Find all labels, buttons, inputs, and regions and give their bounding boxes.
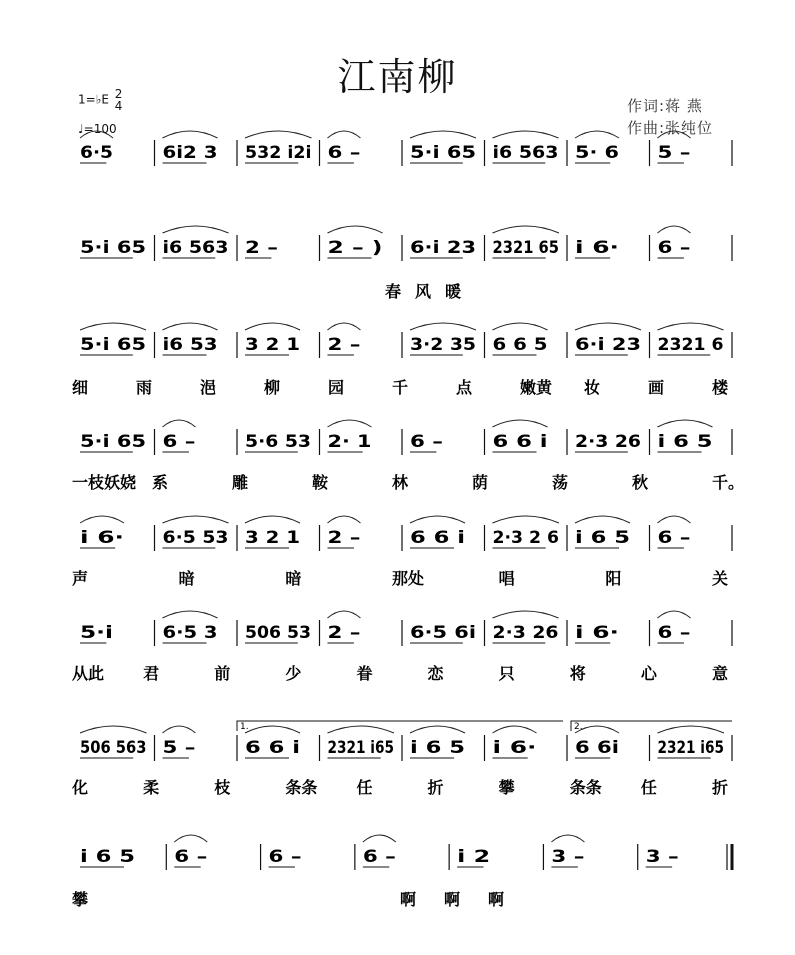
slur [328, 323, 361, 330]
slur [163, 226, 229, 233]
note-group: 5 – [162, 738, 196, 758]
lyric: 园 [328, 378, 345, 397]
slur [328, 516, 361, 523]
slur [80, 131, 113, 138]
lyric: 千。 [712, 473, 745, 492]
slur [551, 835, 584, 842]
note-group: 3 2 1 [245, 528, 300, 548]
lyric: 系 [152, 473, 169, 492]
lyric: 楼 [712, 378, 729, 397]
lyric: 雕 [232, 473, 249, 492]
slur [493, 611, 559, 618]
lyric: 春 [385, 282, 402, 301]
note-group: i 6· [575, 238, 619, 258]
lyric: 恋 [427, 664, 444, 683]
lyric: 化 [72, 778, 89, 797]
slur [245, 516, 300, 523]
slur [658, 726, 725, 733]
slur [245, 131, 312, 138]
lyric: 条条 [285, 778, 318, 797]
lyric: 林 [392, 473, 409, 492]
note-group: i 6 5 [80, 847, 135, 867]
note-group: 3 – [551, 847, 585, 867]
song-title: 江南柳 [337, 55, 458, 99]
note-group: i 6· [80, 528, 124, 548]
note-group: 5·6 53 [245, 432, 311, 452]
note-group: 5·i 65 [80, 335, 146, 355]
volta-1-label: 1. [240, 722, 249, 732]
lyric: 荡 [552, 473, 569, 492]
lyric: 关 [712, 569, 729, 588]
slur [328, 131, 361, 138]
slur [328, 420, 372, 427]
lyric: 唱 [498, 569, 515, 588]
note-group: 6 – [174, 847, 208, 867]
slur [163, 611, 218, 618]
note-group: 3 2 1 [245, 335, 300, 355]
slur [328, 726, 395, 733]
slur [410, 726, 465, 733]
note-group: 2321 i65 [657, 738, 724, 758]
slur [80, 726, 147, 733]
lyric: 少 [285, 664, 302, 683]
note-group: 6 6 5 [492, 335, 548, 355]
note-group: 6 – [657, 623, 691, 643]
note-group: 6 – [657, 528, 691, 548]
note-group: 532 i2i [245, 143, 312, 163]
note-group: 2·3 26 [575, 432, 641, 452]
note-group: 2 – [327, 335, 361, 355]
slur [80, 516, 124, 523]
lyric: 任 [640, 778, 657, 797]
note-group: 6·i 23 [410, 238, 476, 258]
lyric: 心 [640, 664, 657, 683]
note-group: 6 – [410, 432, 443, 452]
lyric: 暖 [445, 282, 462, 301]
note-group: 6 6 i [410, 528, 465, 548]
lyric: 攀 [72, 890, 89, 909]
note-group: i 2 [457, 847, 491, 867]
lyric: 攀 [498, 778, 515, 797]
slur [575, 323, 641, 330]
volta-2-label: 2. [574, 722, 583, 732]
lyric: 雨 [136, 378, 153, 397]
note-group: 6·5 [80, 143, 113, 163]
note-group: 3·2 35 [410, 335, 476, 355]
slur [575, 131, 619, 138]
note-group: 506 53 [245, 623, 311, 643]
lyric: 眷 [356, 664, 373, 683]
note-group: 2·3 2 6 [492, 528, 559, 548]
note-group: 6i2 3 [162, 143, 218, 163]
time-top: 2 [114, 87, 123, 101]
slur [410, 323, 476, 330]
note-group: 2 – [327, 623, 361, 643]
lyricist-credit: 作词:蒋 燕 [627, 97, 703, 115]
slur [658, 611, 691, 618]
lyric: 柳 [264, 378, 281, 397]
lyric: 画 [648, 378, 665, 397]
lyric: 君 [143, 664, 160, 683]
note-group: 506 563 [80, 738, 147, 758]
note-group: 6 6 i [245, 738, 300, 758]
slur [493, 131, 559, 138]
note-group: 2321 6 [657, 335, 724, 355]
lyric: 点 [456, 378, 473, 397]
lyric: 鞍 [312, 473, 329, 492]
note-group: i 6· [575, 623, 619, 643]
note-group: 6 6 i [492, 432, 548, 452]
time-bottom: 4 [114, 99, 123, 113]
slur [163, 420, 196, 427]
note-group: 3 – [645, 847, 679, 867]
slur [658, 226, 691, 233]
composer-credit: 作曲:张纯位 [627, 119, 714, 137]
slur [163, 726, 196, 733]
lyric: 枝 [214, 778, 231, 797]
lyric: 折 [427, 778, 444, 797]
lyric: 暗 [178, 569, 195, 588]
note-group: 6 – [362, 847, 396, 867]
slur [658, 323, 724, 330]
lyric: 千 [392, 378, 409, 397]
note-group: i6 53 [162, 335, 218, 355]
note-group: 6 – [657, 238, 691, 258]
note-group: 2· 1 [327, 432, 372, 452]
note-group: i 6 5 [657, 432, 713, 452]
note-group: 6 6i [575, 738, 619, 758]
lyric: 意 [712, 664, 729, 683]
lyric: 啊 [444, 890, 461, 909]
note-group: 5·i 65 [410, 143, 476, 163]
slur [493, 323, 548, 330]
lyric: 秋 [632, 473, 649, 492]
lyric: 条条 [569, 778, 602, 797]
note-group: 2321 i65 [327, 738, 394, 758]
slur [163, 516, 229, 523]
lyric: 暗 [285, 569, 302, 588]
note-group: 2 – ) [327, 238, 383, 258]
note-group: i6 563 [492, 143, 559, 163]
lyric: 折 [712, 778, 729, 797]
lyric: 嫩黄 [520, 378, 553, 397]
note-group: 2·3 26 [492, 623, 559, 643]
slur [410, 516, 465, 523]
slur [493, 726, 537, 733]
slur [658, 516, 691, 523]
note-group: 2 – [245, 238, 278, 258]
slur [163, 131, 218, 138]
note-group: 6·5 6i [410, 623, 476, 643]
slur [658, 131, 691, 138]
note-group: 6 – [162, 432, 196, 452]
tempo-marking: ♩=100 [78, 122, 117, 136]
lyric: 前 [214, 664, 231, 683]
note-group: i 6 5 [575, 528, 630, 548]
lyric: 一枝妖娆 [72, 473, 137, 492]
note-group: i6 563 [162, 238, 229, 258]
slur [174, 835, 207, 842]
lyric: 只 [498, 664, 515, 683]
lyric: 柔 [143, 778, 160, 797]
note-group: i 6· [492, 738, 537, 758]
lyric: 阳 [605, 569, 622, 588]
note-group: 6 – [327, 143, 361, 163]
slur [245, 726, 300, 733]
note-group: 2321 65 [492, 238, 559, 258]
lyric: 风 [415, 282, 432, 301]
slur [80, 323, 146, 330]
key-label: 1=♭E [78, 92, 109, 107]
slur [493, 420, 548, 427]
slur [575, 516, 630, 523]
lyric: 妆 [584, 378, 601, 397]
slur [163, 323, 218, 330]
slur [328, 611, 361, 618]
slur [328, 226, 383, 233]
lyric: 任 [356, 778, 373, 797]
note-group: 2 – [327, 528, 361, 548]
slur [493, 226, 560, 233]
lyric: 将 [569, 664, 586, 683]
note-group: 6·5 3 [162, 623, 218, 643]
lyric: 啊 [400, 890, 417, 909]
lyric: 声 [72, 569, 89, 588]
lyric: 从此 [72, 664, 105, 683]
lyric: 那处 [392, 569, 425, 588]
slur [410, 131, 476, 138]
note-group: i 6 5 [410, 738, 465, 758]
slur [363, 835, 396, 842]
note-group: 6·i 23 [575, 335, 641, 355]
lyric: 荫 [472, 473, 489, 492]
slur [493, 516, 560, 523]
note-group: 5· 6 [575, 143, 619, 163]
note-group: 5 – [657, 143, 691, 163]
note-group: 6·5 53 [162, 528, 229, 548]
note-group: 5·i 65 [80, 432, 146, 452]
slur [245, 323, 300, 330]
slur [658, 420, 713, 427]
note-group: 5·i [80, 623, 113, 643]
note-group: 5·i 65 [80, 238, 146, 258]
note-group: 6 – [268, 847, 302, 867]
lyric: 浥 [200, 378, 217, 397]
lyric: 细 [72, 378, 89, 397]
lyric: 啊 [488, 890, 505, 909]
